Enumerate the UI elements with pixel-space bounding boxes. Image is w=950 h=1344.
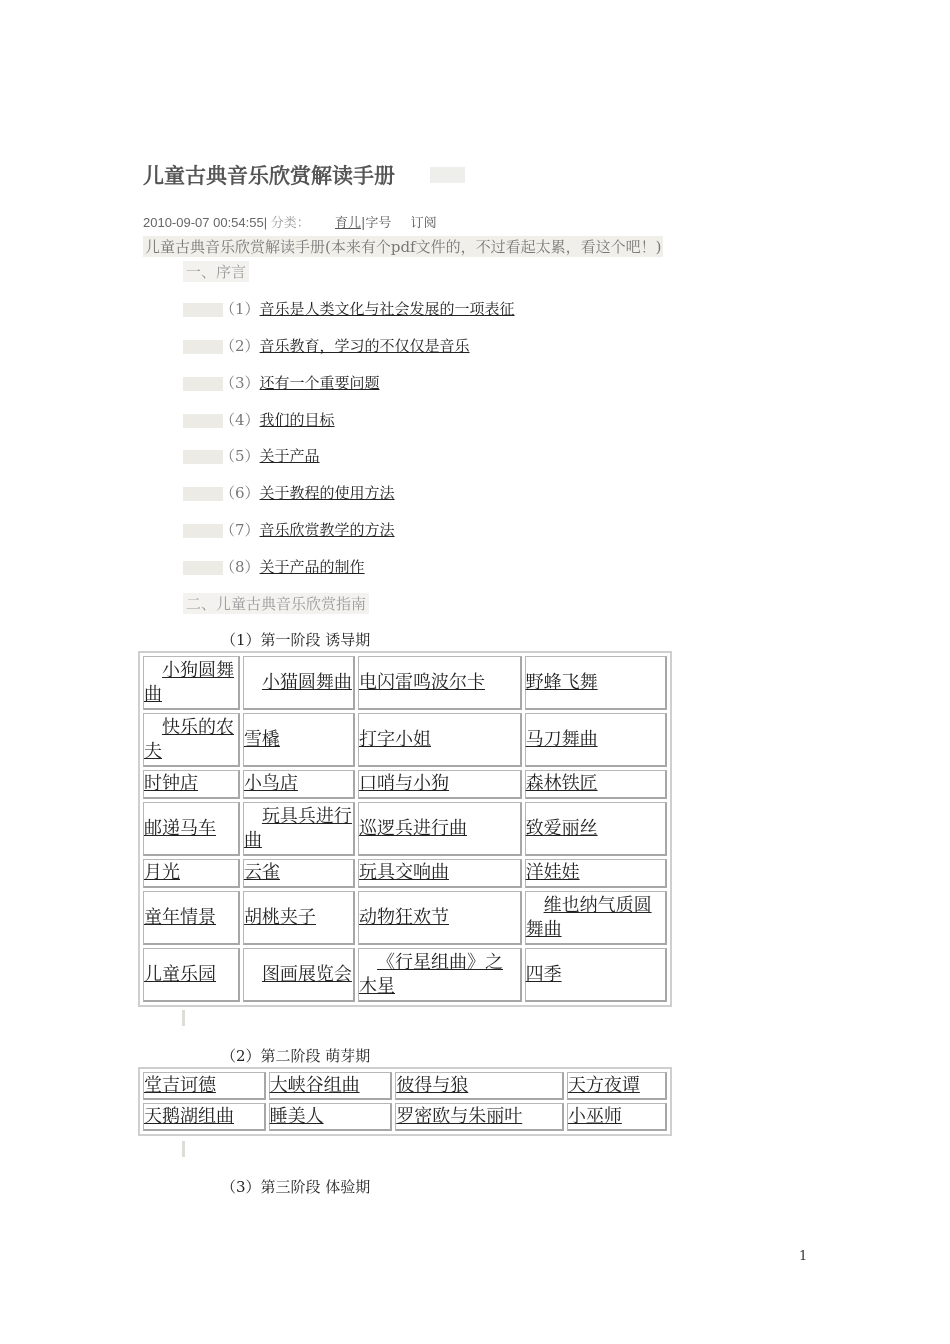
table-cell[interactable] xyxy=(525,859,667,888)
piece-link[interactable]: 童年情景 xyxy=(144,906,216,928)
table-cell[interactable] xyxy=(269,1072,393,1100)
piece-link[interactable]: 儿童乐园 xyxy=(144,963,216,985)
toc-shade xyxy=(183,377,223,391)
table-cell[interactable] xyxy=(525,948,667,1002)
table-cell[interactable] xyxy=(525,891,667,945)
post-meta xyxy=(143,212,437,231)
section-heading-preface: 一、序言 xyxy=(183,261,249,282)
toc-shade xyxy=(183,303,223,317)
piece-link[interactable]: 小巫师 xyxy=(567,1105,622,1127)
toc-shade xyxy=(183,524,223,538)
table-cell[interactable] xyxy=(358,859,522,888)
table-cell[interactable] xyxy=(143,802,240,856)
table-cell[interactable] xyxy=(143,948,240,1002)
piece-link[interactable]: 玩具交响曲 xyxy=(359,862,450,883)
piece-link[interactable]: 云雀 xyxy=(243,862,280,883)
toc-num: （7） xyxy=(220,521,260,539)
piece-link[interactable]: 月光 xyxy=(144,862,180,883)
toc-shade xyxy=(183,487,223,501)
paragraph-marker xyxy=(182,1141,185,1157)
piece-link[interactable]: 口哨与小狗 xyxy=(359,773,450,794)
piece-link[interactable]: 邮递马车 xyxy=(144,817,216,839)
piece-link[interactable]: 小猫圆舞曲 xyxy=(261,671,352,693)
piece-link[interactable]: 马刀舞曲 xyxy=(525,728,598,750)
piece-link[interactable]: 罗密欧与朱丽叶 xyxy=(396,1105,523,1127)
piece-link[interactable]: 小鸟店 xyxy=(243,773,298,794)
piece-link[interactable]: 图画展览会 xyxy=(261,963,352,985)
page-title: 儿童古典音乐欣赏解读手册 xyxy=(143,164,395,188)
table-cell[interactable] xyxy=(567,1103,667,1131)
table-cell[interactable] xyxy=(243,770,355,799)
post-datetime: 2010-09-07 00:54:55| xyxy=(143,215,268,230)
table-cell[interactable] xyxy=(358,770,522,799)
toc-item[interactable] xyxy=(183,519,395,540)
piece-link[interactable]: 天方夜谭 xyxy=(567,1074,640,1096)
piece-link[interactable]: 快乐的农夫 xyxy=(144,716,234,762)
title-highlight xyxy=(430,167,465,183)
table-cell[interactable] xyxy=(567,1072,667,1100)
table-cell[interactable] xyxy=(143,656,240,710)
toc-item[interactable] xyxy=(183,556,365,577)
piece-link[interactable]: 睡美人 xyxy=(269,1105,324,1127)
toc-num: （5） xyxy=(220,447,260,465)
intro-text: 儿童古典音乐欣赏解读手册(本来有个pdf文件的，不过看起太累，看这个吧！) xyxy=(145,238,662,256)
table-cell[interactable] xyxy=(243,802,355,856)
piece-link[interactable]: 致爱丽丝 xyxy=(525,817,598,839)
piece-link[interactable]: 森林铁匠 xyxy=(525,773,598,794)
piece-link[interactable]: 洋娃娃 xyxy=(525,862,580,883)
table-cell[interactable] xyxy=(525,656,667,710)
toc-shade xyxy=(183,340,223,354)
table-cell[interactable] xyxy=(143,770,240,799)
table-cell[interactable] xyxy=(243,656,355,710)
table-cell[interactable] xyxy=(525,770,667,799)
section-heading-guide: 二、儿童古典音乐欣赏指南 xyxy=(183,593,369,614)
category-label: 分类： xyxy=(270,215,310,230)
toc-shade xyxy=(183,414,223,428)
toc-link[interactable]: 还有一个重要问题 xyxy=(259,374,380,392)
piece-link[interactable]: 电闪雷鸣波尔卡 xyxy=(359,671,486,693)
table-cell[interactable] xyxy=(243,713,355,767)
piece-link[interactable]: 时钟店 xyxy=(144,773,198,794)
table-cell[interactable] xyxy=(143,1072,266,1100)
stage3-label: （3）第三阶段 体验期 xyxy=(221,1178,371,1196)
toc-num: （4） xyxy=(220,411,260,429)
piece-link[interactable]: 四季 xyxy=(525,963,562,985)
piece-link[interactable]: 打字小姐 xyxy=(359,728,432,750)
table-cell[interactable] xyxy=(395,1103,564,1131)
toc-item[interactable] xyxy=(183,335,470,356)
table-cell[interactable] xyxy=(143,713,240,767)
toc-item[interactable] xyxy=(183,372,380,393)
table-cell[interactable] xyxy=(358,891,522,945)
toc-link[interactable]: 音乐欣赏教学的方法 xyxy=(259,521,395,539)
toc-link[interactable]: 我们的目标 xyxy=(259,411,335,429)
table-cell[interactable] xyxy=(525,713,667,767)
toc-shade xyxy=(183,561,223,575)
font-size-link[interactable]: |字号 xyxy=(361,216,392,231)
piece-link[interactable]: 大峡谷组曲 xyxy=(269,1074,360,1096)
stage1-label: （1）第一阶段 诱导期 xyxy=(221,631,371,649)
toc-item[interactable] xyxy=(183,445,320,466)
table-cell[interactable] xyxy=(358,948,522,1002)
stage2-label: （2）第二阶段 萌芽期 xyxy=(221,1047,371,1065)
toc-num: （3） xyxy=(220,374,260,392)
piece-link[interactable]: 天鹅湖组曲 xyxy=(144,1105,234,1127)
table-cell[interactable] xyxy=(358,713,522,767)
category-link[interactable]: 育儿 xyxy=(334,216,361,231)
piece-link[interactable]: 动物狂欢节 xyxy=(359,906,450,928)
table-cell[interactable] xyxy=(525,802,667,856)
table-cell[interactable] xyxy=(243,891,355,945)
table-cell[interactable] xyxy=(358,802,522,856)
toc-item[interactable] xyxy=(183,298,515,319)
toc-item[interactable] xyxy=(183,482,395,503)
table-cell[interactable] xyxy=(143,859,240,888)
paragraph-marker xyxy=(182,1010,185,1026)
piece-link[interactable]: 野蜂飞舞 xyxy=(525,671,598,693)
table-cell[interactable] xyxy=(143,1103,266,1131)
toc-num: （8） xyxy=(220,558,260,576)
table-cell[interactable] xyxy=(243,948,355,1002)
toc-num: （6） xyxy=(220,484,260,502)
toc-link[interactable]: 音乐教育，学习的不仅仅是音乐 xyxy=(259,337,470,355)
toc-shade xyxy=(183,450,223,464)
subscribe-link[interactable]: 订阅 xyxy=(410,216,437,231)
piece-link[interactable]: 玩具兵进行曲 xyxy=(243,805,352,851)
table-cell[interactable] xyxy=(358,656,522,710)
piece-link[interactable]: 胡桃夹子 xyxy=(243,906,316,928)
toc-item[interactable] xyxy=(183,409,335,430)
stage2-table xyxy=(138,1067,672,1136)
table-cell[interactable] xyxy=(243,859,355,888)
piece-link[interactable]: 雪橇 xyxy=(243,728,280,750)
table-cell[interactable] xyxy=(269,1103,393,1131)
piece-link[interactable]: 巡逻兵进行曲 xyxy=(359,817,468,839)
toc-link[interactable]: 音乐是人类文化与社会发展的一项表征 xyxy=(259,300,515,318)
toc-num: （2） xyxy=(220,337,260,355)
toc-link[interactable]: 关于产品的制作 xyxy=(259,558,365,576)
piece-link[interactable]: 小狗圆舞曲 xyxy=(144,659,234,705)
table-cell[interactable] xyxy=(143,891,240,945)
table-cell[interactable] xyxy=(395,1072,564,1100)
piece-link[interactable]: 《行星组曲》之木星 xyxy=(359,951,504,997)
stage1-table xyxy=(138,651,672,1007)
toc-num: （1） xyxy=(220,300,260,318)
toc-link[interactable]: 关于教程的使用方法 xyxy=(259,484,395,502)
toc-link[interactable]: 关于产品 xyxy=(259,447,320,465)
page-number: 1 xyxy=(799,1249,808,1264)
piece-link[interactable]: 维也纳气质圆舞曲 xyxy=(525,894,652,940)
piece-link[interactable]: 彼得与狼 xyxy=(396,1074,469,1096)
piece-link[interactable]: 堂吉诃德 xyxy=(144,1074,216,1096)
